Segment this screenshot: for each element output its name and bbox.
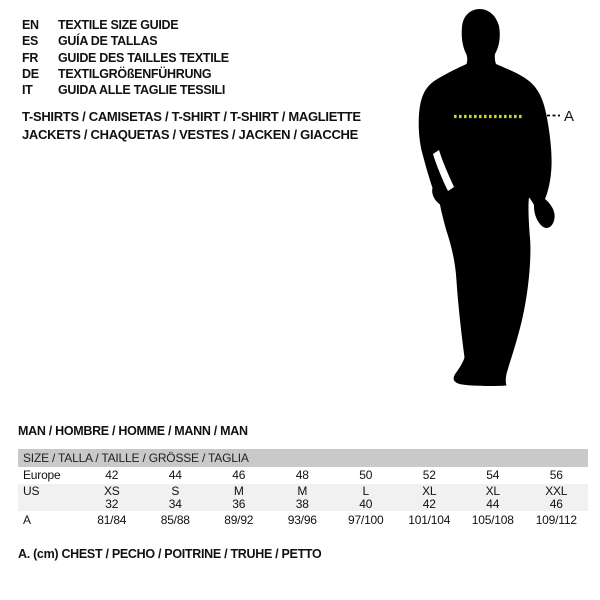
cell: L [362, 483, 369, 498]
language-row-de [22, 66, 229, 82]
section-title: MAN / HOMBRE / HOMME / MANN / MAN [18, 424, 248, 438]
cell: 46 [232, 468, 246, 483]
table-row-numeric [18, 497, 588, 511]
cell: 105/108 [471, 512, 514, 527]
cell: 36 [232, 497, 246, 511]
row-label: US [23, 483, 40, 498]
language-label: TEXTILE SIZE GUIDE [58, 18, 179, 33]
cell: 52 [422, 468, 436, 483]
figure-wrap [400, 0, 600, 400]
cell: 46 [549, 497, 563, 511]
cell: XL [485, 483, 500, 498]
cell: M [297, 483, 308, 498]
cell: 85/88 [160, 512, 190, 527]
language-code: ES [22, 34, 39, 49]
cell: 109/112 [535, 512, 577, 527]
language-label: GUIDA ALLE TAGLIE TESSILI [58, 83, 226, 98]
table-row-europe [18, 467, 588, 484]
language-label: GUIDE DES TAILLES TEXTILE [58, 50, 229, 65]
language-label: TEXTILGRÖßENFÜHRUNG [58, 67, 212, 82]
cell: 38 [295, 497, 309, 511]
cell: 81/84 [97, 512, 127, 527]
cell: XS [103, 483, 120, 498]
category-line-tshirts: T-SHIRTS / CAMISETAS / T-SHIRT / T-SHIRT / MAGLIETTE [22, 109, 361, 124]
cell: 44 [486, 497, 500, 511]
cell: 40 [359, 497, 373, 511]
language-code: DE [22, 67, 39, 82]
language-row-fr [22, 50, 229, 66]
table-row-us [18, 484, 588, 498]
language-code: FR [22, 50, 39, 65]
cell: 93/96 [287, 512, 317, 527]
size-table [18, 449, 588, 529]
cell: XL [422, 483, 437, 498]
cell: 97/100 [347, 512, 384, 527]
cell: M [233, 483, 244, 498]
language-row-es [22, 33, 229, 49]
cell: S [171, 483, 180, 498]
cell: 54 [486, 468, 500, 483]
measure-footnote: A. (cm) CHEST / PECHO / POITRINE / TRUHE / PETTO [18, 547, 322, 561]
cell: 50 [359, 468, 373, 483]
cell: XXL [545, 483, 568, 498]
cell: 44 [168, 468, 182, 483]
language-code: EN [22, 18, 39, 33]
size-table-header: SIZE / TALLA / TAILLE / GRÖSSE / TAGLIA [18, 449, 588, 467]
row-label: A [23, 512, 31, 527]
table-row-a-chest [18, 511, 588, 530]
language-label: GUÍA DE TALLAS [58, 34, 158, 49]
cell: 48 [295, 468, 309, 483]
man-silhouette [419, 9, 555, 386]
cell: 56 [549, 468, 563, 483]
cell: 32 [105, 497, 119, 511]
category-line-jackets: JACKETS / CHAQUETAS / VESTES / JACKEN / GIACCHE [22, 127, 358, 142]
measure-label-a: A [564, 108, 575, 125]
row-label: Europe [23, 468, 61, 483]
language-code: IT [22, 83, 33, 98]
garment-categories [22, 108, 361, 144]
cell: 42 [422, 497, 436, 511]
man-silhouette-figure [400, 0, 600, 400]
cell: 42 [105, 468, 119, 483]
language-row-it [22, 82, 229, 98]
language-row-en [22, 17, 229, 33]
language-list [22, 17, 229, 98]
cell: 101/104 [408, 512, 451, 527]
cell: 89/92 [224, 512, 254, 527]
cell: 34 [168, 497, 182, 511]
